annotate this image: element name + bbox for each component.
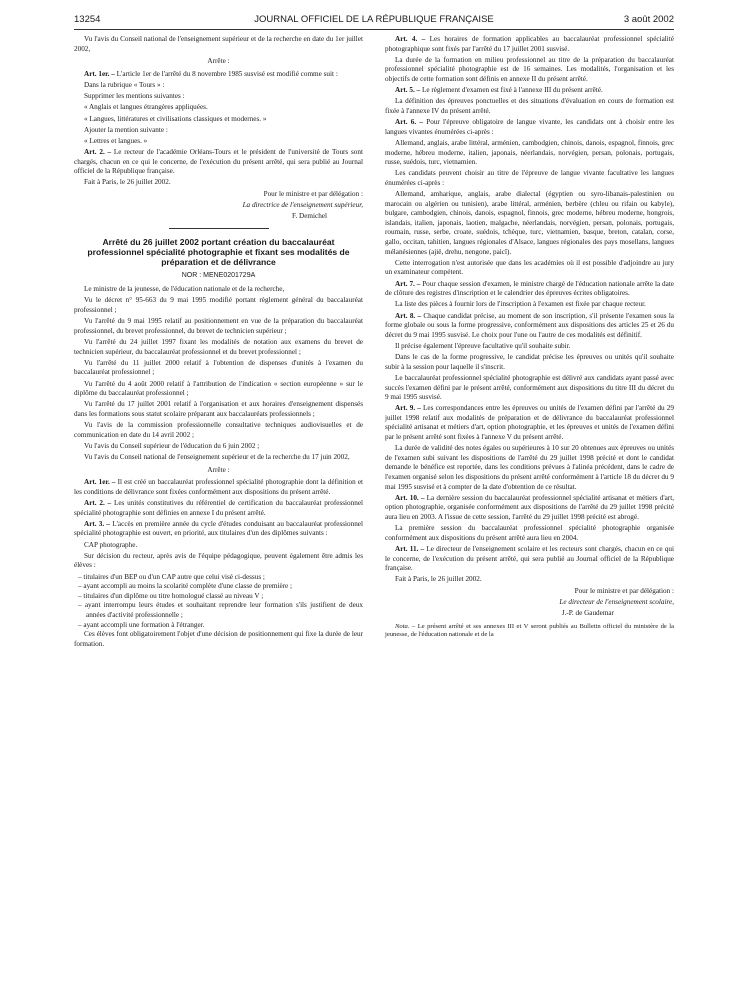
article-paragraph xyxy=(385,86,674,96)
article-text: La dernière session du baccalauréat professionnel spécialité artisanat et métiers d'art, option photographie, organisée conformément aux dispositions de l'arrêté du 29 juillet 1998 précité aura lieu en 2003. A l'issue de cette session, l'arrêté du 29 juillet 1998 précité est abrogé. xyxy=(385,493,674,521)
page-header xyxy=(0,0,748,30)
note-label: Nota. – xyxy=(395,622,416,630)
right-column xyxy=(385,35,674,641)
text-line: « Anglais et langues étrangères appliquées. xyxy=(84,103,208,112)
article-label: Art. 1er. – xyxy=(84,478,116,487)
article-label: Art. 2. – xyxy=(84,148,112,157)
header-rule xyxy=(74,29,674,30)
text-line: Dans la rubrique « Tours » : xyxy=(84,80,165,89)
visa: Vu l'arrêté du 4 août 2000 relatif à l'attribution de l'indication « section européenne » sur le diplôme du baccalauréat professionnel ; xyxy=(74,379,363,398)
left-column xyxy=(74,35,363,651)
article-label: Art. 9. – xyxy=(395,404,421,413)
signature-role: La directrice de l'enseignement supérieur, xyxy=(242,200,363,209)
article-label: Art. 6. – xyxy=(395,118,424,127)
visa: Vu l'arrêté du 17 juillet 2001 relatif à l'organisation et aux horaires d'enseignement dispensés dans les formations sous statut scolaire préparant aux baccalauréats professionnels ; xyxy=(74,400,363,418)
text-line: Les candidats peuvent choisir au titre de l'épreuve de langue vivante facultative les langues énumérées ci-après : xyxy=(385,169,674,187)
nota-note xyxy=(385,623,674,640)
article-label: Art. 5. – xyxy=(395,86,421,95)
visa: Vu l'arrêté du 24 juillet 1997 fixant les modalités de notation aux examens du brevet de technicien supérieur, du baccalauréat professionnel et du brevet professionnel ; xyxy=(74,337,363,356)
article-label: Art. 8. – xyxy=(395,311,422,320)
article-paragraph xyxy=(74,520,363,539)
article-paragraph xyxy=(385,35,674,54)
visa: Vu l'avis du Conseil national de l'enseignement supérieur et de la recherche du 17 juin 2002, xyxy=(84,453,350,462)
list-item: – titulaires d'un diplôme ou titre homologué classé au niveau V ; xyxy=(78,591,264,600)
article-text: Pour chaque session d'examen, le ministre chargé de l'éducation nationale arrête la date de clôture des registres d'inscription et le calendrier des épreuves écrites obligatoires. xyxy=(385,279,675,298)
article-text: Chaque candidat précise, au moment de son inscription, s'il présente l'examen sous la forme globale ou sous la forme progressive, conformément aux dispositions des articles 25 et 26 du décret du 9 mai 1995 susvisé. Le choix pour l'une ou l'autre de ces modalités est définitif. xyxy=(385,311,675,339)
article-text: Le directeur de l'enseignement scolaire et les recteurs sont chargés, chacun en ce qui le concerne, de l'exécution du présent arrêté, qui sera publié au Journal officiel de la République française. xyxy=(385,544,674,573)
text-line: La liste des pièces à fournir lors de l'inscription à l'examen est fixée par chaque recteur. xyxy=(395,300,646,309)
article-text: Les unités constitutives du référentiel de certification du baccalauréat professionnel spécialité photographie sont définies en annexe I du présent arrêté. xyxy=(74,499,364,517)
visa: Vu le décret n° 95-663 du 9 mai 1995 modifié portant règlement général du baccalauréat professionnel ; xyxy=(74,296,363,314)
intro-visa: Vu l'avis du Conseil national de l'enseignement supérieur et de la recherche en date du 1er juillet 2002, xyxy=(74,35,363,53)
signature-name: J.-P. de Gaudemar xyxy=(561,608,614,617)
list-item: – ayant interrompu leurs études et souhaitant reprendre leur formation s'ils justifient de deux années d'activité professionnelle ; xyxy=(78,601,363,619)
arrete-heading: Arrête : xyxy=(207,465,230,474)
article-label: Art. 3. – xyxy=(84,519,111,528)
list-item: – ayant accompli une formation à l'étranger. xyxy=(78,620,205,629)
article-text: Il est créé un baccalauréat professionnel spécialité photographie dont la définition et les conditions de délivrance sont fixées conformément aux dispositions du présent arrêté. xyxy=(74,478,364,496)
text-line: Allemand, amharique, anglais, arabe dialectal (égyptien ou syro-libanais-palestinien ou marocain ou algérien ou tunisien), arabe littéral, arménien, berbère (chleu ou rifain ou kabyle), bulgare, cambodgien, chinois, danois, espagnol, finnois, grec moderne, hébreu moderne, hongrois, islandais, italien, japonais, laotien, malgache, néerlandais, norvégien, persan, polonais, portugais, roumain, russe, serbe, croate, suédois, tchèque, turc, vietnamien, basque, breton, catalan, corse, gallo, occitan, tahitien, langues régionales d'Alsace, langues régionales des pays mosellans, langues mélanésiennes (ajië, drehu, nengone, paicî). xyxy=(385,190,674,256)
article-label: Art. 10. – xyxy=(395,493,425,502)
text-line: « Langues, littératures et civilisations classiques et modernes. » xyxy=(84,114,267,123)
text-line: La définition des épreuves ponctuelles et des situations d'évaluation en cours de formation est fixée à l'annexe IV du présent arrêté. xyxy=(385,97,674,115)
article-paragraph xyxy=(385,545,674,574)
list-item: – titulaires d'un BEP ou d'un CAP autre que celui visé ci-dessus ; xyxy=(78,572,265,581)
text-line: Cette interrogation n'est autorisée que dans les académies où il est possible d'adjoindre au jury un examinateur compétent. xyxy=(385,258,674,277)
list-item: – ayant accompli au moins la scolarité complète d'une classe de première ; xyxy=(78,582,293,591)
note-text: Le présent arrêté et ses annexes III et V seront publiés au Bulletin officiel du ministère de la jeunesse, de l'éducation nationale et de la xyxy=(385,622,675,639)
article-text: Les correspondances entre les épreuves ou unités de l'examen défini par l'arrêté du 29 juillet 1998 relatif aux modalités de préparation et de délivrance du baccalauréat professionnel spécialité artisanat et métiers d'art, option photographie, et les épreuves et unités de l'examen défini par le présent arrêté sont fixées à l'annexe V du présent arrêté. xyxy=(385,404,674,442)
article-label: Art. 11. – xyxy=(395,544,425,553)
visa: Vu l'arrêté du 9 mai 1995 relatif au positionnement en vue de la préparation du baccalauréat professionnel, du brevet professionnel, du brevet de technicien supérieur ; xyxy=(74,317,363,335)
article-paragraph xyxy=(74,499,363,518)
publication-date: 3 août 2002 xyxy=(623,14,674,25)
text-line: La durée de validité des notes égales ou supérieures à 10 sur 20 obtenues aux épreuves ou unités de l'examen subi suivant les dispositions de l'arrêté du 29 juillet 1998 précité et dont le candidat demande le bénéfice est reportée, dans les conditions prévues à l'alinéa précédent, dans le cadre de l'examen organisé selon les dispositions du présent arrêté conformément à l'article 18 du décret du 9 mai 1995 susvisé et à compter de la date d'obtention de ce résultat. xyxy=(385,444,674,491)
article-paragraph xyxy=(74,148,363,177)
signature-role: Le directeur de l'enseignement scolaire, xyxy=(559,597,674,606)
article-paragraph xyxy=(74,478,363,497)
signature-name: F. Demichel xyxy=(292,212,327,221)
page-number: 13254 xyxy=(74,14,101,25)
article-text: Pour l'épreuve obligatoire de langue vivante, les candidats ont à choisir entre les langues vivantes énumérées ci-après : xyxy=(385,118,675,136)
article-text: L'article 1er de l'arrêté du 8 novembre 1985 susvisé est modifié comme suit : xyxy=(116,69,338,78)
text-line: Dans le cas de la forme progressive, le candidat précise les épreuves ou unités qu'il souhaite subir à la session pour laquelle il s'inscrit. xyxy=(385,353,674,371)
section-separator xyxy=(169,228,269,229)
article-text: Le règlement d'examen est fixé à l'annexe III du présent arrêté. xyxy=(421,86,603,95)
article-label: Art. 1er. – xyxy=(84,69,115,78)
article-paragraph xyxy=(74,70,363,80)
nor-reference: NOR : MENE0201729A xyxy=(181,271,256,279)
arrete-heading: Arrête : xyxy=(207,57,230,66)
article-paragraph xyxy=(385,494,674,523)
text-line: Sur décision du recteur, après avis de l'équipe pédagogique, peuvent également être admis les élèves : xyxy=(74,551,363,570)
article-text: Les horaires de formation applicables au baccalauréat professionnel spécialité photographique sont fixés par l'arrêté du 17 juillet 2001 susvisé. xyxy=(385,35,674,53)
article-text: Le recteur de l'académie Orléans-Tours et le président de l'université de Tours sont chargés, chacun en ce qui le concerne, de l'exécution du présent arrêté, qui sera publié au Journal officiel de la République française. xyxy=(74,148,363,176)
article-paragraph xyxy=(385,118,674,137)
article-paragraph xyxy=(385,404,674,442)
text-line: « Lettres et langues. » xyxy=(84,136,148,145)
visa: Vu l'avis de la commission professionnelle consultative techniques audiovisuelles et de communication en date du 14 avril 2002 ; xyxy=(74,421,363,439)
text-line: Ces élèves font obligatoirement l'objet d'une décision de positionnement qui fixe la durée de leur formation. xyxy=(74,630,363,648)
fait-a-paris: Fait à Paris, le 26 juillet 2002. xyxy=(84,178,171,187)
text-line: La première session du baccalauréat professionnel spécialité photographie organisée conformément aux dispositions du présent arrêté aura lieu en 2004. xyxy=(385,524,674,542)
fait-a-paris: Fait à Paris, le 26 juillet 2002. xyxy=(395,575,482,584)
text-line: Il précise également l'épreuve facultative qu'il souhaite subir. xyxy=(395,341,571,350)
text-line: CAP photographe. xyxy=(84,540,138,549)
visa: Vu l'arrêté du 11 juillet 2000 relatif à l'obtention de dispenses d'unités à l'examen du baccalauréat professionnel ; xyxy=(74,358,363,377)
visa: Le ministre de la jeunesse, de l'éducation nationale et de la recherche, xyxy=(84,285,285,294)
article-label: Art. 4. – xyxy=(395,35,426,43)
text-line: Allemand, anglais, arabe littéral, arménien, cambodgien, chinois, danois, espagnol, finnois, grec moderne, hébreu moderne, italien, japonais, néerlandais, norvégien, persan, polonais, portugais, russe, suédois, turc, vietnamien. xyxy=(385,138,674,167)
text-line: La durée de la formation en milieu professionnel au titre de la préparation du baccalauréat professionnel spécialité photographie est de 16 semaines. Les modalités, l'organisation et les objectifs de cette formation sont définis en annexe II du présent arrêté. xyxy=(385,55,674,83)
decree-title: Arrêté du 26 juillet 2002 portant création du baccalauréat professionnel spécialité photographie et fixant ses modalités de préparation et de délivrance xyxy=(87,236,350,267)
signature-line: Pour le ministre et par délégation : xyxy=(574,586,674,595)
article-paragraph xyxy=(385,312,674,341)
article-label: Art. 7. – xyxy=(395,279,421,288)
journal-title: JOURNAL OFFICIEL DE LA RÉPUBLIQUE FRANÇAISE xyxy=(254,14,494,25)
article-paragraph xyxy=(385,280,674,299)
article-label: Art. 2. – xyxy=(84,499,112,508)
text-line: Supprimer les mentions suivantes : xyxy=(84,92,185,101)
visa: Vu l'avis du Conseil supérieur de l'éducation du 6 juin 2002 ; xyxy=(84,441,260,450)
signature-line: Pour le ministre et par délégation : xyxy=(263,189,363,198)
text-line: Ajouter la mention suivante : xyxy=(84,125,168,134)
text-line: Le baccalauréat professionnel spécialité photographie est délivré aux candidats ayant passé avec succès l'examen défini par le présent arrêté, conformément aux dispositions du titre III du décret du 9 mai 1995 susvisé. xyxy=(385,373,674,402)
article-text: L'accès en première année du cycle d'études conduisant au baccalauréat professionnel spécialité photographie est ouvert, en priorité, aux titulaires d'un des diplômes suivants : xyxy=(74,519,363,538)
